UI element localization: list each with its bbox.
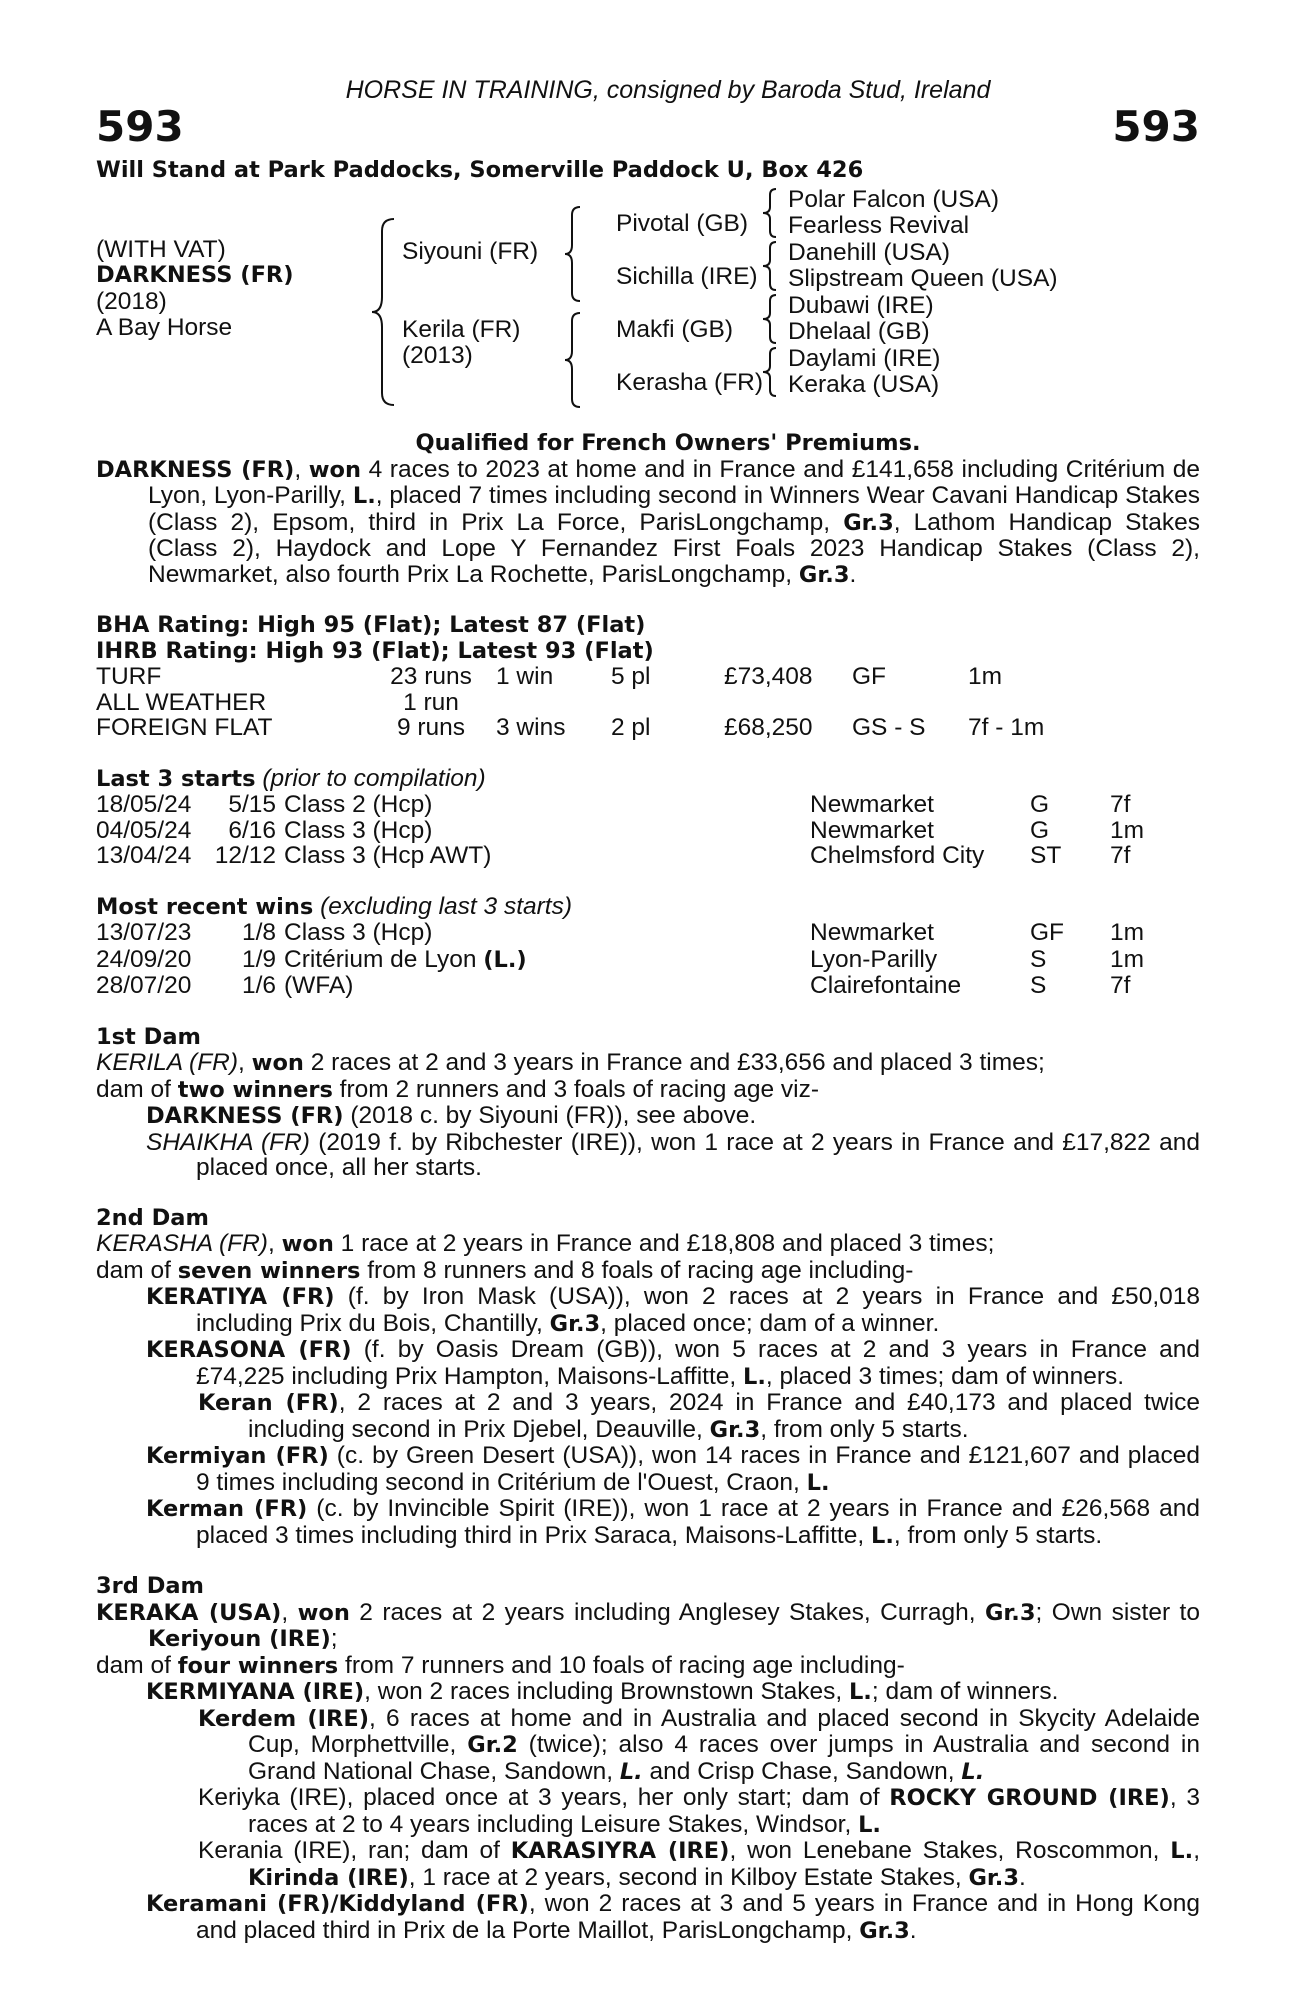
third-dam-sister: Keriyoun (IRE) — [148, 1626, 331, 1652]
third-dam-text-4: from 7 runners and 10 foals of racing age including- — [338, 1651, 905, 1679]
race-record-going: GF — [852, 663, 887, 690]
kerania-listed: L. — [1170, 1838, 1194, 1864]
progeny-keran — [96, 1390, 1200, 1443]
race-result-date: 24/09/20 — [96, 945, 192, 973]
summary-text-4: . — [849, 560, 857, 588]
race-result-dist: 1m — [1110, 919, 1145, 946]
kerasona-text: (f. by Oasis Dream (GB)), won 5 races at 2 and 3 years in France and £74,225 including Prix Hampton, Maisons-Laffitte, — [196, 1336, 1201, 1390]
horse-name: DARKNESS (FR) — [96, 262, 294, 288]
race-result-pos: 1/6 — [241, 972, 276, 999]
recent-wins-note: (excluding last 3 starts) — [320, 892, 573, 920]
progeny-keratiya — [96, 1284, 1200, 1337]
first-dam-text-2: from 2 runners and 3 foals of racing age viz- — [332, 1075, 820, 1103]
keramani-text: , won 2 races at 3 and 5 years in France and in Hong Kong and placed third in Prix de la Porte Maillot, ParisLongchamp, — [196, 1890, 1200, 1944]
lot-number-row — [96, 101, 1200, 151]
first-dam-progeny-2 — [96, 1130, 1200, 1181]
progeny-kermiyan — [96, 1443, 1200, 1496]
kermiyan-text: (c. by Green Desert (USA)), won 14 races in France and £121,607 and placed 9 times including second in Critérium de l'Ouest, Craon, — [196, 1442, 1200, 1496]
kermiyan-name: Kermiyan (FR) — [146, 1443, 329, 1469]
progeny-kermiyana — [96, 1679, 1200, 1706]
keratiya-group: Gr.3 — [549, 1310, 601, 1337]
kirinda-text-2: . — [1019, 1863, 1026, 1891]
race-record-prize: £73,408 — [724, 663, 813, 690]
pedigree-dam-year: (2013) — [402, 342, 473, 369]
third-dam-text-2: ; Own sister to — [1035, 1598, 1200, 1626]
kermiyan-listed: L. — [806, 1469, 830, 1496]
summary-text-1: 4 races to 2023 at home and in France and £141,658 including Critérium de Lyon, Lyon-Parilly, — [148, 455, 1200, 509]
race-record-prize — [724, 690, 852, 716]
keran-name: Keran (FR) — [198, 1390, 339, 1416]
keran-text-2: , from only 5 starts. — [760, 1415, 969, 1443]
pedigree-dam: Kerila (FR) — [402, 316, 521, 343]
race-result-pos: 5/15 — [228, 791, 276, 818]
race-record-pl — [611, 690, 724, 716]
pedigree-sire-sire: Pivotal (GB) — [616, 210, 749, 237]
first-dam-name: KERILA (FR) — [96, 1049, 239, 1076]
keratiya-text: (f. by Iron Mask (USA)), won 2 races at 2 years in France and £50,018 including Prix du Bois, Chantilly, — [196, 1283, 1200, 1337]
race-record-pl: 2 pl — [611, 714, 651, 741]
first-dam-winners: two winners — [177, 1076, 333, 1103]
keratiya-name: KERATIYA (FR) — [146, 1284, 335, 1310]
second-dam-damof: dam of — [96, 1256, 178, 1284]
race-result-course: Clairefontaine — [810, 972, 962, 999]
third-dam-name: KERAKA (USA) — [96, 1599, 282, 1626]
progeny-shaikha: SHAIKHA (FR) — [146, 1128, 310, 1156]
race-record-runs: 23 runs — [390, 663, 472, 690]
kerdem-name: Kerdem (IRE) — [198, 1705, 370, 1732]
pedigree-brace-main — [368, 217, 398, 407]
karasiyra-name: KARASIYRA (IRE) — [510, 1838, 730, 1864]
race-result-dist: 7f — [1110, 972, 1131, 999]
race-result-dist: 7f — [1110, 791, 1131, 818]
race-record-going — [852, 690, 968, 716]
kerdem-listed-2: L. — [961, 1758, 985, 1785]
kirinda-text: , 1 race at 2 years, second in Kilboy Estate Stakes, — [408, 1863, 969, 1891]
race-record-prize: £68,250 — [724, 714, 813, 741]
summary-text-3: , Lathom Handicap Stakes (Class 2), Haydock and Lope Y Fernandez First Foals 2023 Handicap Stakes (Class 2), Newmarket, also fourth Prix La Rochette, ParisLongchamp, — [148, 508, 1200, 588]
race-record-dist: 7f - 1m — [968, 714, 1045, 741]
kerdem-listed-1: L. — [619, 1758, 643, 1785]
lot-number-left: 593 — [96, 101, 184, 151]
race-record-row — [96, 690, 1058, 716]
summary-listed-1: L. — [352, 483, 376, 509]
race-result-course: Newmarket — [810, 791, 934, 818]
keriyka-text-2: , 3 races at 2 to 4 years including Leisure Stakes, Windsor, — [248, 1784, 1200, 1838]
kermiyana-listed: L. — [848, 1679, 872, 1705]
kermiyana-name: KERMIYANA (IRE) — [146, 1679, 365, 1705]
pedigree-sdd: Slipstream Queen (USA) — [788, 265, 1058, 292]
summary-horse-name: DARKNESS (FR) — [96, 456, 295, 483]
last-3-starts-section — [96, 766, 1200, 869]
race-result-dist: 1m — [1110, 816, 1145, 844]
race-result-going: G — [1030, 816, 1050, 844]
race-record-dist: 1m — [968, 663, 1003, 690]
kerman-text: (c. by Invincible Spirit (IRE)), won 1 race at 2 years in France and £26,568 and placed 3 times including third in Prix Saraca, Maisons-Laffitte, — [196, 1495, 1200, 1549]
pedigree-ddd: Keraka (USA) — [788, 371, 940, 398]
bha-rating: BHA Rating: High 95 (Flat); Latest 87 (Flat) — [96, 612, 646, 638]
race-result-row — [96, 973, 1200, 1000]
progeny-kerasona — [96, 1337, 1200, 1390]
race-result-dist: 1m — [1110, 945, 1145, 973]
qualified-note: Qualified for French Owners' Premiums. — [415, 430, 921, 456]
first-dam-section: 1st Dam KERILA (FR), won 2 races at 2 and 3 years in France and £33,656 and placed 3 times; dam of two winners from 2 runners and 3 foals of racing age viz- DARKNESS (FR) (2018 c. by Siyouni (FR)), see above. SHAIKHA (FR) (2019 f. by Ribchester (IRE)), won 1 race at 2 years in France and £17,822 and placed once, all her starts. — [96, 1023, 1200, 1181]
kermiyana-text: , won 2 races including Brownstown Stakes, — [364, 1678, 849, 1705]
stand-location: Will Stand at Park Paddocks, Somerville Paddock U, Box 426 — [96, 156, 864, 183]
pedigree-brace-dd — [760, 346, 780, 398]
pedigree-ssd: Fearless Revival — [788, 212, 970, 239]
race-result-dist: 7f — [1110, 842, 1131, 869]
race-result-race: Class 3 (Hcp AWT) — [284, 842, 492, 869]
second-dam-winners: seven winners — [177, 1257, 361, 1284]
kerman-listed: L. — [870, 1522, 894, 1549]
kerasona-text-2: , placed 3 times; dam of winners. — [765, 1362, 1125, 1390]
third-dam-damof: dam of — [96, 1651, 178, 1679]
race-result-course: Lyon-Parilly — [810, 945, 938, 973]
pedigree-sds: Danehill (USA) — [788, 239, 951, 266]
race-record-row — [96, 715, 1058, 741]
race-result-race-grade: (L.) — [483, 946, 527, 973]
race-result-pos: 6/16 — [228, 816, 276, 844]
race-record-dist — [968, 690, 1058, 716]
race-result-pos: 12/12 — [214, 842, 276, 869]
progeny-keriyka — [96, 1785, 1200, 1838]
third-dam-text: 2 races at 2 years including Anglesey Stakes, Curragh, — [349, 1598, 985, 1626]
race-record-wins: 3 wins — [496, 714, 566, 741]
race-record-runs: 1 run — [403, 688, 459, 716]
catalogue-page — [96, 78, 1200, 1944]
kerania-text: Kerania (IRE), ran; dam of — [198, 1837, 511, 1864]
keramani-group: Gr.3 — [859, 1917, 910, 1944]
last3-title: Last 3 starts — [96, 765, 256, 792]
recent-wins-title: Most recent wins — [96, 893, 314, 920]
progeny-keramani — [96, 1891, 1200, 1944]
kerdem-group: Gr.2 — [467, 1732, 518, 1758]
progeny-shaikha-text: (2019 f. by Ribchester (IRE)), won 1 race at 2 years in France and £17,822 and placed once, all her starts. — [196, 1128, 1200, 1181]
third-dam-text-3: ; — [330, 1625, 338, 1652]
pedigree-table — [96, 187, 1200, 419]
pedigree-sss: Polar Falcon (USA) — [788, 186, 1000, 213]
race-result-race-name: Class 3 (Hcp) — [284, 919, 433, 946]
race-record-type: ALL WEATHER — [96, 688, 267, 716]
horse-year: (2018) — [96, 288, 167, 315]
race-result-row — [96, 792, 1200, 818]
pedigree-dds: Daylami (IRE) — [788, 345, 941, 372]
progeny-darkness: DARKNESS (FR) — [146, 1103, 344, 1129]
pedigree-dsd: Dhelaal (GB) — [788, 318, 930, 345]
kerdem-text-2: (twice); also 4 races over jumps in Australia and second in Grand National Chase, Sandown, — [248, 1731, 1200, 1785]
race-result-date: 13/04/24 — [96, 842, 192, 869]
race-record-wins: 1 win — [496, 663, 554, 690]
pedigree-brace-ss — [760, 187, 780, 239]
pedigree-dam-sire: Makfi (GB) — [616, 316, 734, 343]
pedigree-brace-sd — [760, 240, 780, 292]
first-dam-progeny-1 — [96, 1103, 1200, 1130]
third-dam-group: Gr.3 — [984, 1599, 1036, 1626]
summary-group-1: Gr.3 — [843, 509, 894, 536]
summary-won: won — [308, 456, 361, 483]
race-record-runs: 9 runs — [396, 714, 466, 741]
keran-group: Gr.3 — [709, 1416, 761, 1443]
race-record-type: FOREIGN FLAT — [96, 714, 273, 741]
kerasona-name: KERASONA (FR) — [146, 1337, 352, 1363]
pedigree-dss: Dubawi (IRE) — [788, 292, 934, 319]
race-result-date: 28/07/20 — [96, 972, 192, 999]
second-dam-section: 2nd Dam KERASHA (FR), won 1 race at 2 years in France and £18,808 and placed 3 times; dam of seven winners from 8 runners and 8 foals of racing age including- KERATIYA (FR) (f. by Iron Mask (USA)), won 2 races at 2 years in France and £50,018 including Prix du Bois, Chantilly, Gr.3, placed once; dam of a winner. KERASONA (FR) (f. by Oasis Dream (GB)), won 5 races at 2 and 3 years in France and £74,225 including Prix Hampton, Maisons-Laffitte, L., placed 3 times; dam of winners. Keran (FR), 2 races at 2 and 3 years, 2024 in France and £40,173 and placed twice including second in Prix Djebel, Deauville, Gr.3, from only 5 starts. Kermiyan (FR) (c. by Green Desert (USA)), won 14 races in France and £121,607 and placed 9 times including second in Critérium de l'Ouest, Craon, L. Kerman (FR) (c. by Invincible Spirit (IRE)), won 1 race at 2 years in France and £26,568 and placed 3 times including third in Prix Saraca, Maisons-Laffitte, L., from only 5 starts. — [96, 1204, 1201, 1549]
ratings-section — [96, 613, 1200, 741]
race-result-race — [284, 973, 810, 1000]
second-dam-won: won — [281, 1231, 334, 1257]
race-result-course: Chelmsford City — [810, 842, 985, 869]
pedigree-brace-dam — [562, 311, 584, 409]
race-result-race: Class 2 (Hcp) — [284, 791, 433, 818]
second-dam-name: KERASHA (FR) — [96, 1230, 268, 1257]
first-dam-won: won — [251, 1050, 304, 1076]
rocky-ground-name: ROCKY GROUND (IRE) — [889, 1785, 1170, 1811]
race-result-going: S — [1030, 972, 1047, 999]
race-result-date: 13/07/23 — [96, 919, 192, 946]
keramani-name: Keramani (FR)/Kiddyland (FR) — [146, 1891, 529, 1917]
keratiya-text-2: , placed once; dam of a winner. — [600, 1309, 940, 1337]
race-result-going: S — [1030, 945, 1047, 973]
race-record-wins — [496, 690, 611, 716]
keran-text: , 2 races at 2 and 3 years, 2024 in France and £40,173 and placed twice including second in Prix Djebel, Deauville, — [248, 1389, 1200, 1443]
second-dam-title: 2nd Dam — [96, 1204, 209, 1231]
race-result-pos: 1/8 — [241, 919, 276, 946]
progeny-kerania — [96, 1838, 1200, 1891]
kerdem-text-3: and Crisp Chase, Sandown, — [642, 1757, 962, 1785]
race-result-row — [96, 920, 1200, 947]
kermiyana-text-2: ; dam of winners. — [871, 1678, 1059, 1705]
first-dam-title: 1st Dam — [96, 1023, 201, 1050]
progeny-kerman — [96, 1496, 1200, 1549]
race-result-race — [284, 920, 810, 947]
race-result-going: G — [1030, 791, 1050, 818]
race-result-row — [96, 843, 1200, 869]
summary-group-2: Gr.3 — [798, 561, 850, 588]
third-dam-summary: KERAKA (USA), won 2 races at 2 years including Anglesey Stakes, Curragh, Gr.3; Own sister to Keriyoun (IRE); — [96, 1598, 1200, 1652]
keramani-text-2: . — [909, 1916, 917, 1944]
kerania-text-3: , — [1193, 1837, 1200, 1864]
progeny-kerdem — [96, 1706, 1200, 1786]
kirinda-name: Kirinda (IRE) — [248, 1864, 409, 1891]
kerman-text-2: , from only 5 starts. — [893, 1521, 1103, 1549]
race-record-going: GS - S — [852, 714, 926, 741]
race-result-pos: 1/9 — [241, 945, 276, 973]
last3-note: (prior to compilation) — [262, 764, 486, 792]
third-dam-title: 3rd Dam — [96, 1573, 204, 1599]
kirinda-group: Gr.3 — [968, 1864, 1020, 1891]
race-result-row — [96, 818, 1200, 844]
third-dam-winners: four winners — [177, 1652, 339, 1679]
race-result-row — [96, 947, 1200, 974]
pedigree-brace-sire — [562, 205, 584, 303]
summary-text-2: , placed 7 times including second in Winners Wear Cavani Handicap Stakes (Class 2), Epsom, third in Prix La Force, ParisLongchamp, — [148, 482, 1200, 536]
race-record-pl: 5 pl — [611, 663, 651, 690]
pedigree-sire-dam: Sichilla (IRE) — [616, 263, 758, 290]
race-result-going: GF — [1030, 919, 1065, 946]
pedigree-dam-dam: Kerasha (FR) — [616, 369, 764, 396]
ihrb-rating: IHRB Rating: High 93 (Flat); Latest 93 (Flat) — [96, 637, 654, 664]
keriyka-text: Keriyka (IRE), placed once at 3 years, her only start; dam of — [198, 1784, 890, 1811]
pedigree-sire: Siyouni (FR) — [402, 238, 539, 265]
race-result-date: 18/05/24 — [96, 791, 192, 818]
race-result-course: Newmarket — [810, 816, 934, 844]
race-result-course: Newmarket — [810, 919, 934, 946]
race-result-race-name: (WFA) — [284, 972, 354, 999]
third-dam-section — [96, 1574, 1200, 1944]
kerman-name: Kerman (FR) — [146, 1496, 308, 1522]
race-result-going: ST — [1030, 842, 1062, 869]
progeny-darkness-text: (2018 c. by Siyouni (FR)), see above. — [343, 1102, 757, 1129]
kerdem-text: , 6 races at home and in Australia and placed second in Skycity Adelaide Cup, Morphettville, — [248, 1704, 1200, 1758]
lot-number-right: 593 — [1112, 101, 1200, 151]
keriyka-listed: L. — [858, 1811, 881, 1838]
race-result-race-name: Critérium de Lyon — [284, 945, 484, 973]
third-dam-won: won — [297, 1599, 350, 1626]
horse-vat: (WITH VAT) — [96, 236, 226, 263]
second-dam-text: 1 race at 2 years in France and £18,808 and placed 3 times; — [333, 1230, 995, 1257]
race-record-table — [96, 664, 1058, 741]
race-result-race — [284, 947, 810, 974]
recent-wins-section — [96, 894, 1200, 1000]
consignment-line: HORSE IN TRAINING, consigned by Baroda Stud, Ireland — [345, 76, 991, 104]
race-record-type: TURF — [96, 663, 162, 690]
horse-summary: DARKNESS (FR), won 4 races to 2023 at home and in France and £141,658 including Critérium de Lyon, Lyon-Parilly, L., placed 7 times including second in Winners Wear Cavani Handicap Stakes (Class 2), Epsom, third in Prix La Force, ParisLongchamp, Gr.3, Lathom Handicap Stakes (Class 2), Haydock and Lope Y Fernandez First Foals 2023 Handicap Stakes (Class 2), Newmarket, also fourth Prix La Rochette, ParisLongchamp, Gr.3. — [96, 455, 1200, 588]
race-result-race: Class 3 (Hcp) — [284, 816, 433, 844]
first-dam-text: 2 races at 2 and 3 years in France and £33,656 and placed 3 times; — [303, 1049, 1045, 1076]
kerania-text-2: , won Lenebane Stakes, Roscommon, — [729, 1837, 1171, 1864]
horse-description: A Bay Horse — [96, 314, 233, 341]
first-dam-damof: dam of — [96, 1075, 178, 1103]
pedigree-brace-ds — [760, 293, 780, 345]
race-record-row — [96, 664, 1058, 690]
second-dam-text-2: from 8 runners and 8 foals of racing age including- — [360, 1256, 914, 1284]
race-result-date: 04/05/24 — [96, 816, 192, 844]
kerasona-listed: L. — [743, 1363, 766, 1390]
